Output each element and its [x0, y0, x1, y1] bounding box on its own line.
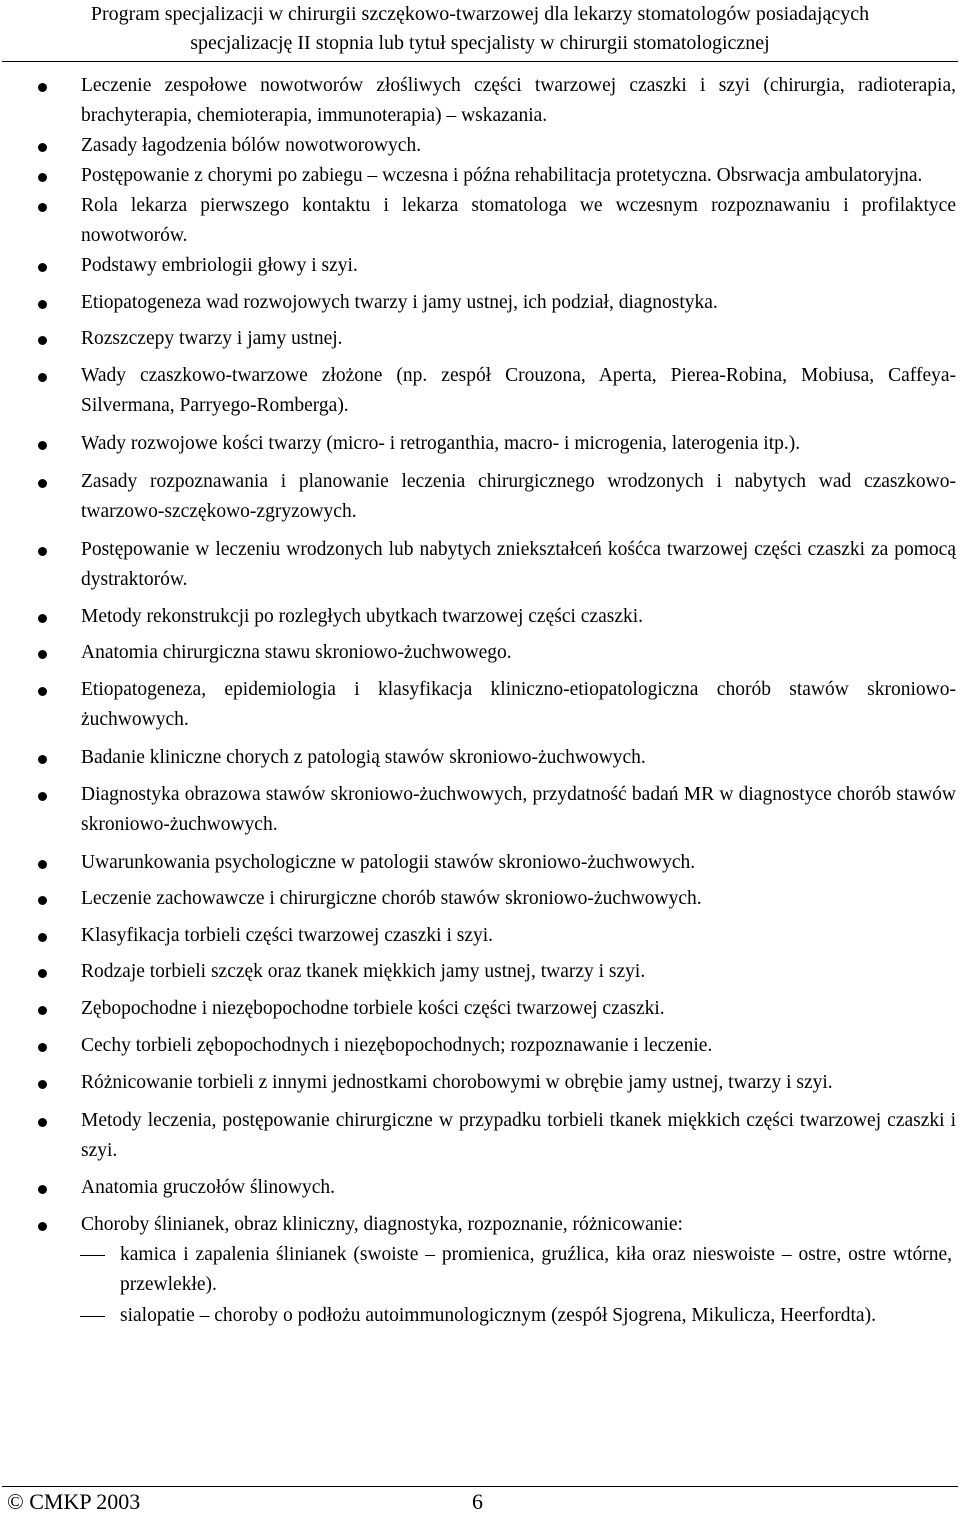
list-item: Zębopochodne i niezębopochodne torbiele kości części twarzowej czaszki.	[0, 994, 960, 1024]
header-title-line-1: Program specjalizacji w chirurgii szczękowo-twarzowej dla lekarzy stomatologów posiadających	[90, 3, 870, 25]
topic-list	[0, 71, 960, 1331]
sub-list-item	[120, 1301, 956, 1331]
list-item: Anatomia gruczołów ślinowych.	[0, 1173, 960, 1203]
dash-marker	[80, 1255, 105, 1256]
list-item: Zasady łagodzenia bólów nowotworowych.	[0, 131, 960, 161]
list-item: Wady rozwojowe kości twarzy (micro- i retroganthia, macro- i microgenia, laterogenia itp.).	[0, 429, 960, 459]
list-item: Rola lekarza pierwszego kontaktu i lekarza stomatologa we wczesnym rozpoznawaniu i profilaktyce nowotworów.	[0, 191, 960, 251]
footer-copyright: © CMKP 2003	[7, 1489, 141, 1514]
list-item: Badanie kliniczne chorych z patologią stawów skroniowo-żuchwowych.	[0, 743, 960, 773]
list-item: Wady czaszkowo-twarzowe złożone (np. zespół Crouzona, Aperta, Pierea-Robina, Mobiusa, Caffeya-Silvermana, Parryego-Romberga).	[0, 361, 960, 421]
footer-divider	[2, 1486, 958, 1487]
list-item: Postępowanie z chorymi po zabiegu – wczesna i późna rehabilitacja protetyczna. Obsrwacja ambulatoryjna.	[0, 161, 960, 191]
page-header	[0, 0, 960, 58]
list-item: Klasyfikacja torbieli części twarzowej czaszki i szyi.	[0, 921, 960, 951]
list-item: Różnicowanie torbieli z innymi jednostkami chorobowymi w obrębie jamy ustnej, twarzy i szyi.	[0, 1068, 960, 1098]
list-item: Leczenie zespołowe nowotworów złośliwych części twarzowej czaszki i szyi (chirurgia, radioterapia, brachyterapia, chemioterapia, immunoterapia) – wskazania.	[0, 71, 960, 131]
list-item: Rodzaje torbieli szczęk oraz tkanek miękkich jamy ustnej, twarzy i szyi.	[0, 957, 960, 987]
header-title-line-2: specjalizację II stopnia lub tytuł specjalisty w chirurgii stomatologicznej	[190, 32, 770, 54]
list-item: Metody leczenia, postępowanie chirurgiczne w przypadku torbieli tkanek miękkich części twarzowej czaszki i szyi.	[0, 1106, 960, 1166]
list-item: Etiopatogeneza, epidemiologia i klasyfikacja kliniczno-etiopatologiczna chorób stawów skroniowo-żuchwowych.	[0, 675, 960, 735]
list-item: Zasady rozpoznawania i planowanie leczenia chirurgicznego wrodzonych i nabytych wad czaszkowo-twarzowo-szczękowo-zgryzowych.	[0, 467, 960, 527]
list-item: Anatomia chirurgiczna stawu skroniowo-żuchwowego.	[0, 638, 960, 668]
header-divider	[2, 61, 958, 62]
list-item: Podstawy embriologii głowy i szyi.	[0, 251, 960, 281]
list-item	[0, 1210, 960, 1331]
sub-list-item-text: kamica i zapalenia ślinianek (swoiste – promienica, gruźlica, kiła oraz nieswoiste – ostre, ostre wtórne, przewlekłe).	[120, 1244, 952, 1295]
list-item-text: Choroby ślinianek, obraz kliniczny, diagnostyka, rozpoznanie, różnicowanie:	[81, 1214, 683, 1235]
list-item: Uwarunkowania psychologiczne w patologii stawów skroniowo-żuchwowych.	[0, 848, 960, 878]
list-item: Leczenie zachowawcze i chirurgiczne chorób stawów skroniowo-żuchwowych.	[0, 884, 960, 914]
list-item: Rozszczepy twarzy i jamy ustnej.	[0, 324, 960, 354]
page-number: 6	[472, 1489, 483, 1514]
document-body	[0, 71, 960, 1331]
list-item: Metody rekonstrukcji po rozległych ubytkach twarzowej części czaszki.	[0, 602, 960, 632]
list-item: Cechy torbieli zębopochodnych i niezębopochodnych; rozpoznawanie i leczenie.	[0, 1031, 960, 1061]
sub-list-item-text: sialopatie – choroby o podłożu autoimmunologicznym (zespół Sjogrena, Mikulicza, Heerfordta).	[120, 1305, 876, 1326]
list-item: Etiopatogeneza wad rozwojowych twarzy i jamy ustnej, ich podział, diagnostyka.	[0, 288, 960, 318]
sub-list-item	[120, 1240, 956, 1300]
list-item: Postępowanie w leczeniu wrodzonych lub nabytych zniekształceń kośćca twarzowej części czaszki za pomocą dystraktorów.	[0, 535, 960, 595]
sub-list	[81, 1240, 956, 1331]
list-item: Diagnostyka obrazowa stawów skroniowo-żuchwowych, przydatność badań MR w diagnostyce chorób stawów skroniowo-żuchwowych.	[0, 780, 960, 840]
dash-marker	[80, 1316, 105, 1317]
